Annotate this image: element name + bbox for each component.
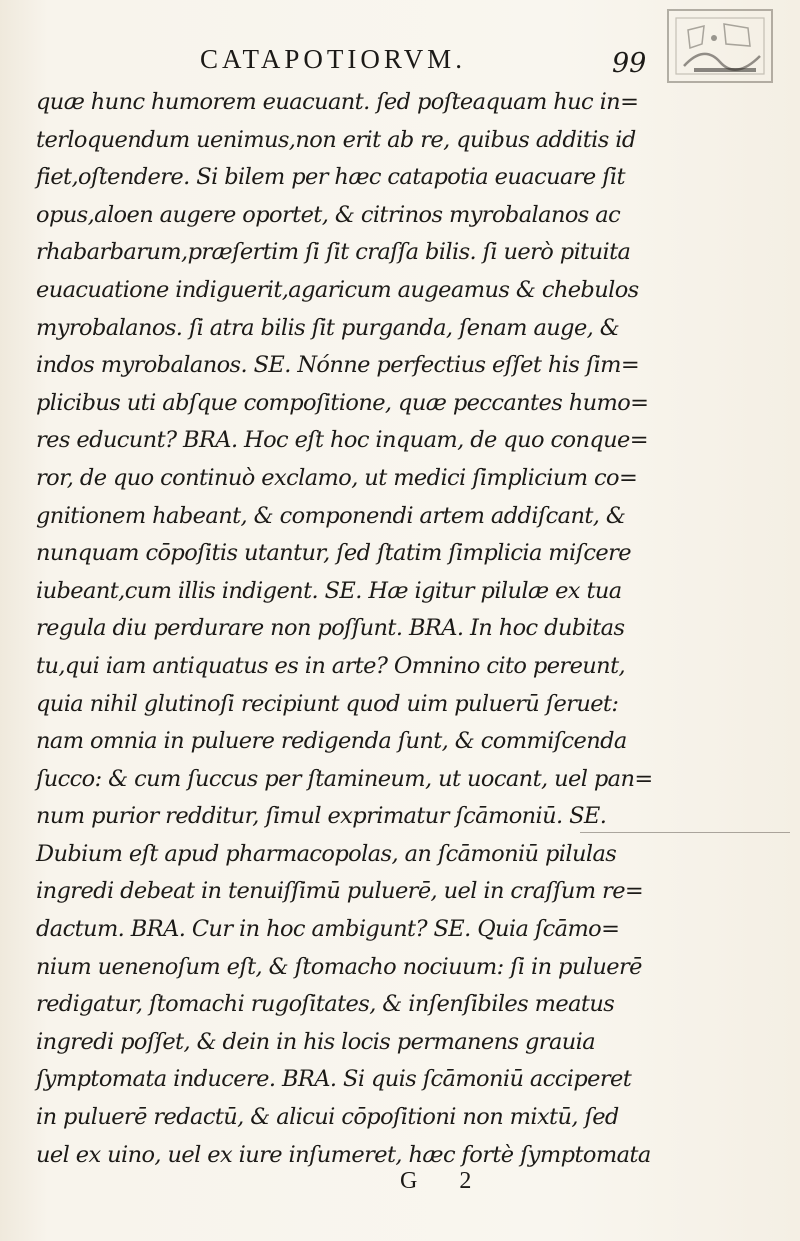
paper-crease [580, 832, 790, 833]
library-stamp-icon [664, 4, 776, 86]
text-line: uel ex uino, uel ex iure inſumeret, hæc fortè ſymptomata [36, 1141, 651, 1168]
text-line: regula diu perdurare non poſſunt. BRA. In hoc dubitas [36, 615, 625, 642]
text-line: myrobalanos. ſi atra bilis ſit purganda, ſenam auge, & [36, 314, 620, 341]
text-line: ſucco: & cum ſuccus per ſtamineum, ut uocant, uel pan= [36, 765, 653, 792]
text-line: Dubium eſt apud pharmacopolas, an ſcāmoniū pilulas [36, 840, 617, 867]
text-line: ror, de quo continuò exclamo, ut medici ſimplicium co= [36, 464, 638, 491]
text-line: iubeant,cum illis indigent. SE. Hæ igitur pilulæ ex tua [36, 577, 622, 604]
text-line: nam omnia in puluere redigenda ſunt, & commiſcenda [36, 728, 627, 755]
text-line: num purior redditur, ſimul exprimatur ſcāmoniū. SE. [36, 803, 607, 830]
text-line: res educunt? BRA. Hoc eſt hoc inquam, de quo conque= [36, 427, 648, 454]
text-line: quia nihil glutinoſi recipiunt quod uim puluerū ſeruet: [36, 690, 619, 717]
text-line: dactum. BRA. Cur in hoc ambigunt? SE. Quia ſcāmo= [36, 916, 620, 943]
text-line: redigatur, ſtomachi rugoſitates, & inſenſibiles meatus [36, 991, 615, 1018]
text-line: indos myrobalanos. SE. Nónne perfectius eſſet his ſim= [36, 352, 640, 379]
text-line: nunquam cōpoſitis utantur, ſed ſtatim ſimplicia miſcere [36, 540, 631, 567]
text-line: ſymptomata inducere. BRA. Si quis ſcāmoniū acciperet [36, 1066, 632, 1093]
text-line: in puluerē redactū, & alicui cōpoſitioni non mixtū, ſed [36, 1104, 619, 1131]
text-line: plicibus uti abſque compoſitione, quæ peccantes humo= [36, 389, 649, 416]
text-line: ingredi debeat in tenuiſſimū puluerē, uel in craſſum re= [36, 878, 644, 905]
text-line: gnitionem habeant, & componendi artem addiſcant, & [36, 502, 626, 529]
text-line: ingredi poſſet, & dein in his locis permanens grauia [36, 1028, 596, 1055]
text-line: nium uenenoſum eſt, & ſtomacho nociuum: ſi in puluerē [36, 953, 642, 980]
text-line: fiet,oſtendere. Si bilem per hæc catapotia euacuare ſit [36, 164, 625, 191]
text-line: tu,qui iam antiquatus es in arte? Omnino cito pereunt, [36, 652, 626, 679]
signature-mark: G 2 [400, 1168, 490, 1194]
text-line: quæ hunc humorem euacuant. ſed poſteaquam huc in= [36, 89, 639, 115]
text-line: terloquendum uenimus,non erit ab re, quibus additis id [36, 126, 636, 153]
text-line: opus,aloen augere oportet, & citrinos myrobalanos ac [36, 201, 621, 228]
page-number: 99 [612, 48, 647, 79]
text-line: rhabarbarum,præſertim ſi ſit craſſa bilis. ſi uerò pituita [36, 239, 631, 266]
body-text [36, 84, 736, 1174]
running-head: CATAPOTIORVM. [200, 44, 466, 74]
text-line: euacuatione indiguerit,agaricum augeamus & chebulos [36, 276, 639, 303]
